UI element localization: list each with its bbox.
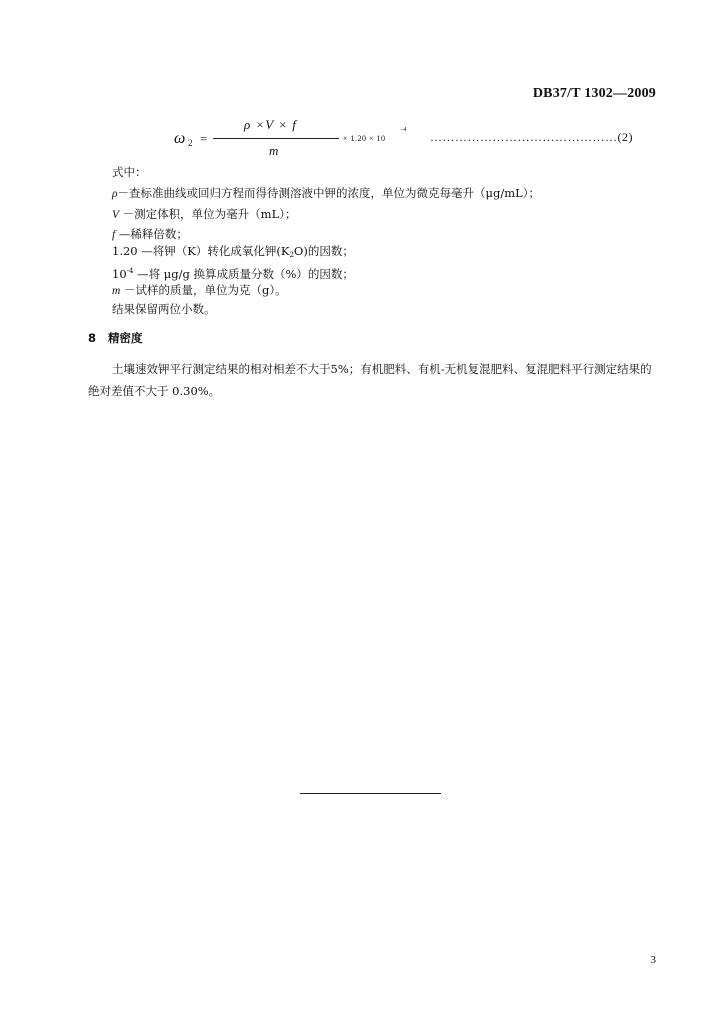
definition-v-symbol: V <box>112 209 120 221</box>
definition-m-text: －试样的质量，单位为克（g）。 <box>120 283 287 297</box>
formula-multiplier: × 1.20 × 10 <box>343 134 386 143</box>
definition-k-lead: 1.20 —将钾（K）转化成氧化钾(K <box>112 244 290 258</box>
formula-denominator: m <box>269 143 279 158</box>
definition-k-tail: O)的因数； <box>293 244 354 258</box>
formula-lhs-symbol: ω <box>174 130 186 147</box>
footnote-rule <box>300 793 441 794</box>
section-heading <box>88 330 143 346</box>
section-title: 精密度 <box>108 331 143 345</box>
definition-ten-text: —将 μg/g 换算成质量分数（%）的因数； <box>133 267 354 281</box>
formula-lhs-subscript: 2 <box>188 138 193 148</box>
fraction-bar <box>213 138 339 139</box>
formula-number: (2) <box>617 130 633 144</box>
definition-m <box>112 282 287 299</box>
definition-ten-sup: -4 <box>126 267 134 275</box>
definition-f <box>112 226 188 243</box>
definition-f-symbol: f <box>112 229 116 241</box>
definition-f-text: —稀释倍数； <box>115 227 188 241</box>
definition-rho-text: －查标准曲线或回归方程而得待测溶液中钾的浓度，单位为微克每毫升（μg/mL）； <box>117 186 541 200</box>
precision-paragraph: 土壤速效钾平行测定结果的相对相差不大于5%；有机肥料、有机-无机复混肥料、复混肥料平行测定结果的绝对差值不大于 0.30%。 <box>88 362 652 398</box>
definitions-intro: 式中： <box>112 165 147 179</box>
definition-v <box>112 206 296 223</box>
definition-v-text: －测定体积，单位为毫升（mL）； <box>119 207 297 221</box>
definition-k-subscript: 2 <box>289 251 294 259</box>
definition-ten-base: 10 <box>112 267 127 281</box>
formula-numerator: ρ ×V × f <box>244 117 297 132</box>
definition-ten-factor <box>112 263 354 282</box>
section-number: 8 <box>88 331 97 345</box>
formula-equals: = <box>200 131 208 146</box>
document-code: DB37/T 1302—2009 <box>532 86 656 101</box>
formula-exponent: −4 <box>400 127 407 133</box>
page-number: 3 <box>650 954 656 966</box>
formula-leader-and-number <box>430 130 633 145</box>
formula-dots: ……………………………………… <box>430 130 618 144</box>
definition-rho <box>112 185 540 202</box>
definition-m-symbol: m <box>112 285 121 297</box>
definition-rho-symbol: ρ <box>112 188 118 200</box>
rounding-note: 结果保留两位小数。 <box>112 302 216 316</box>
definition-k-factor <box>112 243 354 263</box>
